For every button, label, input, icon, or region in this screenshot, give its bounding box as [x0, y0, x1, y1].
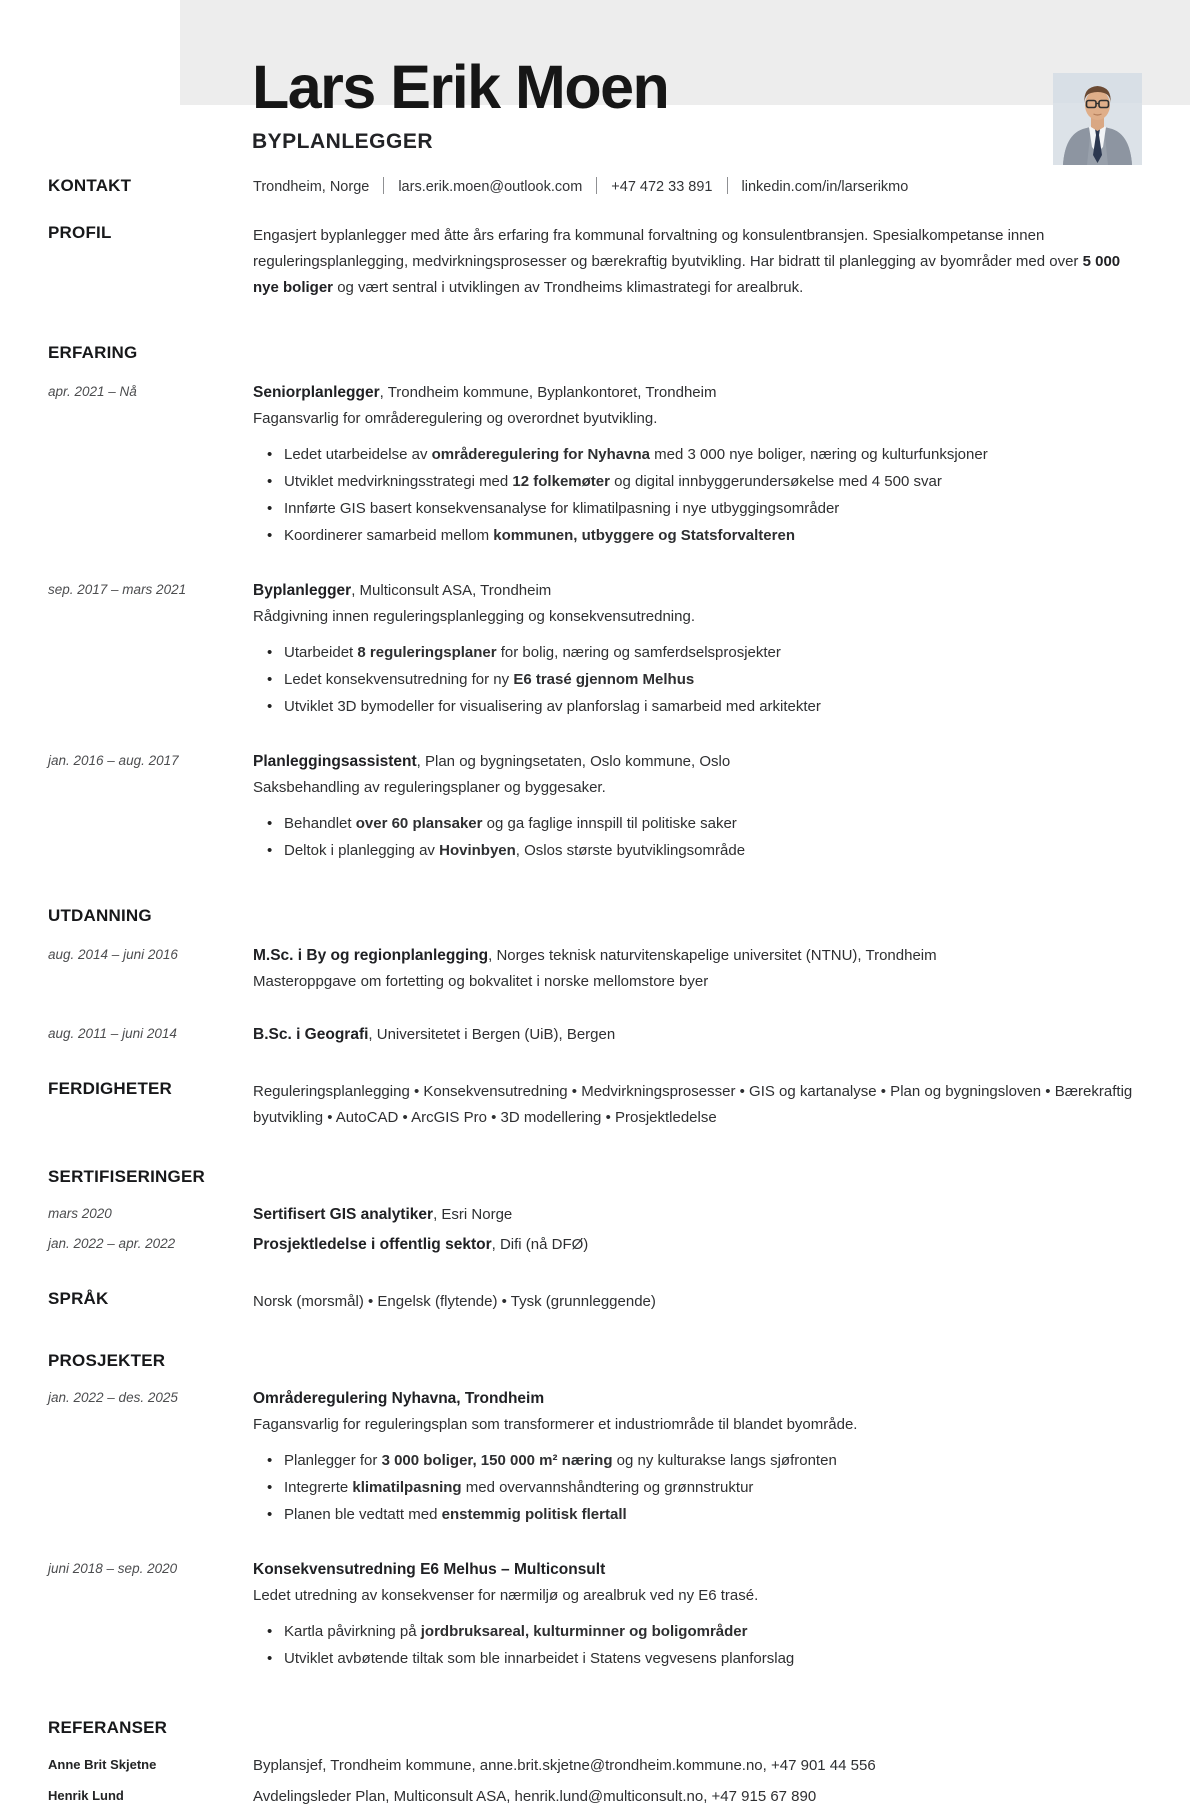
erfaring-heading: ERFARING	[48, 343, 138, 362]
job-title: Planleggingsassistent, Plan og bygningsetaten, Oslo kommune, Oslo	[253, 753, 731, 770]
contact-linkedin: linkedin.com/in/larserikmo	[741, 179, 909, 195]
project-bullet: • Integrerte klimatilpasning med overvannshåndtering og grønnstruktur	[253, 1474, 1146, 1501]
project-bullet: • Planen ble vedtatt med enstemmig politisk flertall	[253, 1501, 1146, 1528]
sertifiseringer-heading: SERTIFISERINGER	[48, 1167, 205, 1186]
education-dates: aug. 2014 – juni 2016	[48, 947, 178, 962]
education-title: M.Sc. i By og regionplanlegging, Norges teknisk naturvitenskapelige universitet (NTNU), Trondheim	[253, 947, 937, 964]
contact-line	[253, 176, 1146, 198]
header	[252, 53, 669, 154]
project-dates: juni 2018 – sep. 2020	[48, 1561, 178, 1576]
profil-text: Engasjert byplanlegger med åtte års erfaring fra kommunal forvaltning og konsulentbransjen. Spesialkompetanse innen reguleringsplanlegging, medvirkningsprosesser og bærekraftig byutvikling. Har bidratt til planlegging av byområder med over 5 000 nye boliger og vært sentral i utviklingen av Trondheims klimastrategi for arealbruk.	[253, 227, 1121, 296]
contact-divider	[383, 177, 384, 194]
job-bullet: • Koordinerer samarbeid mellom kommunen, utbyggere og Statsforvalteren	[253, 522, 1146, 549]
certification-dates: jan. 2022 – apr. 2022	[48, 1236, 176, 1251]
reference-name: Anne Brit Skjetne	[48, 1757, 157, 1772]
job-bullets	[253, 639, 1146, 720]
project-bullets	[253, 1618, 1146, 1672]
ferdigheter-label: FERDIGHETER	[48, 1079, 173, 1098]
kontakt-label: KONTAKT	[48, 176, 132, 195]
job-bullet: • Innførte GIS basert konsekvensanalyse for klimatilpasning i nye utbyggingsområder	[253, 495, 1146, 522]
project-content	[253, 1386, 1146, 1528]
reference-entry	[48, 1753, 1146, 1779]
job-dates: jan. 2016 – aug. 2017	[48, 753, 179, 768]
job-content	[253, 380, 1146, 549]
profil-label: PROFIL	[48, 223, 112, 242]
job-bullet: • Ledet utarbeidelse av områderegulering for Nyhavna med 3 000 nye boliger, næring og kulturfunksjoner	[253, 441, 1146, 468]
job-bullets	[253, 441, 1146, 549]
sprak-text: Norsk (morsmål) • Engelsk (flytende) • Tysk (grunnleggende)	[253, 1293, 656, 1310]
project-summary: Ledet utredning av konsekvenser for nærmiljø og arealbruk ved ny E6 trasé.	[253, 1587, 759, 1604]
sprak-label: SPRÅK	[48, 1289, 109, 1308]
job-summary: Fagansvarlig for områderegulering og overordnet byutvikling.	[253, 410, 658, 427]
job-bullet: • Utviklet medvirkningsstrategi med 12 folkemøter og digital innbyggerundersøkelse med 4 500 svar	[253, 468, 1146, 495]
section-profil	[48, 223, 1146, 301]
profile-photo	[1053, 73, 1142, 165]
job-content	[253, 749, 1146, 864]
job-dates: apr. 2021 – Nå	[48, 384, 137, 399]
job-dates: sep. 2017 – mars 2021	[48, 582, 187, 597]
candidate-title: BYPLANLEGGER	[252, 130, 434, 154]
project-bullets	[253, 1447, 1146, 1528]
reference-name: Henrik Lund	[48, 1788, 124, 1803]
project-bullet: • Utviklet avbøtende tiltak som ble innarbeidet i Statens vegvesens planforslag	[253, 1645, 1146, 1672]
reference-entry	[48, 1784, 1146, 1810]
project-title: Områderegulering Nyhavna, Trondheim	[253, 1390, 545, 1407]
project-summary: Fagansvarlig for reguleringsplan som transformerer et industriområde til blandet byområde.	[253, 1416, 858, 1433]
utdanning-heading: UTDANNING	[48, 906, 152, 925]
ferdigheter-text: Reguleringsplanlegging • Konsekvensutredning • Medvirkningsprosesser • GIS og kartanalyse • Plan og bygningsloven • Bærekraftig byutvikling • AutoCAD • ArcGIS Pro • 3D modellering • Prosjektledelse	[253, 1083, 1133, 1126]
candidate-name: Lars Erik Moen	[252, 53, 669, 121]
education-detail: Masteroppgave om fortetting og bokvalitet i norske mellomstore byer	[253, 973, 709, 990]
portrait-photo-graphic	[1053, 73, 1142, 165]
job-summary: Rådgivning innen reguleringsplanlegging og konsekvensutredning.	[253, 608, 695, 625]
contact-location: Trondheim, Norge	[253, 179, 370, 195]
job-title: Byplanlegger, Multiconsult ASA, Trondheim	[253, 582, 552, 599]
certification-title: Prosjektledelse i offentlig sektor, Difi (nå DFØ)	[253, 1236, 589, 1253]
education-dates: aug. 2011 – juni 2014	[48, 1026, 177, 1041]
section-kontakt	[48, 176, 1146, 198]
project-entry	[48, 1557, 1146, 1672]
contact-divider	[596, 177, 597, 194]
section-sprak	[48, 1289, 1146, 1315]
certification-title: Sertifisert GIS analytiker, Esri Norge	[253, 1206, 513, 1223]
certification-entry	[48, 1232, 1146, 1258]
project-entry	[48, 1386, 1146, 1528]
education-title: B.Sc. i Geografi, Universitetet i Bergen (UiB), Bergen	[253, 1026, 616, 1043]
certification-entry	[48, 1202, 1146, 1228]
education-content	[253, 943, 1146, 995]
project-dates: jan. 2022 – des. 2025	[48, 1390, 178, 1405]
job-bullet: • Behandlet over 60 plansaker og ga faglige innspill til politiske saker	[253, 810, 1146, 837]
job-bullets	[253, 810, 1146, 864]
education-entry	[48, 943, 1146, 995]
reference-details: Avdelingsleder Plan, Multiconsult ASA, henrik.lund@multiconsult.no, +47 915 67 890	[253, 1788, 817, 1805]
job-entry	[48, 380, 1146, 549]
contact-phone: +47 472 33 891	[611, 179, 713, 195]
project-bullet: • Kartla påvirkning på jordbruksareal, kulturminner og boligområder	[253, 1618, 1146, 1645]
cv-body	[48, 176, 1146, 1810]
job-title: Seniorplanlegger, Trondheim kommune, Byplankontoret, Trondheim	[253, 384, 717, 401]
job-bullet: • Utarbeidet 8 reguleringsplaner for bolig, næring og samferdselsprosjekter	[253, 639, 1146, 666]
contact-divider	[727, 177, 728, 194]
prosjekter-heading: PROSJEKTER	[48, 1351, 166, 1370]
contact-email: lars.erik.moen@outlook.com	[398, 179, 583, 195]
certification-dates: mars 2020	[48, 1206, 112, 1221]
reference-details: Byplansjef, Trondheim kommune, anne.brit.skjetne@trondheim.kommune.no, +47 901 44 556	[253, 1757, 876, 1774]
section-ferdigheter	[48, 1079, 1146, 1131]
job-summary: Saksbehandling av reguleringsplaner og byggesaker.	[253, 779, 606, 796]
education-content	[253, 1022, 1146, 1048]
project-content	[253, 1557, 1146, 1672]
job-content	[253, 578, 1146, 720]
project-bullet: • Planlegger for 3 000 boliger, 150 000 m² næring og ny kulturakse langs sjøfronten	[253, 1447, 1146, 1474]
project-title: Konsekvensutredning E6 Melhus – Multiconsult	[253, 1561, 606, 1578]
job-bullet: • Deltok i planlegging av Hovinbyen, Oslos største byutviklingsområde	[253, 837, 1146, 864]
job-bullet: • Ledet konsekvensutredning for ny E6 trasé gjennom Melhus	[253, 666, 1146, 693]
job-entry	[48, 578, 1146, 720]
job-bullet: • Utviklet 3D bymodeller for visualisering av planforslag i samarbeid med arkitekter	[253, 693, 1146, 720]
referanser-heading: REFERANSER	[48, 1718, 168, 1737]
education-entry	[48, 1022, 1146, 1048]
job-entry	[48, 749, 1146, 864]
